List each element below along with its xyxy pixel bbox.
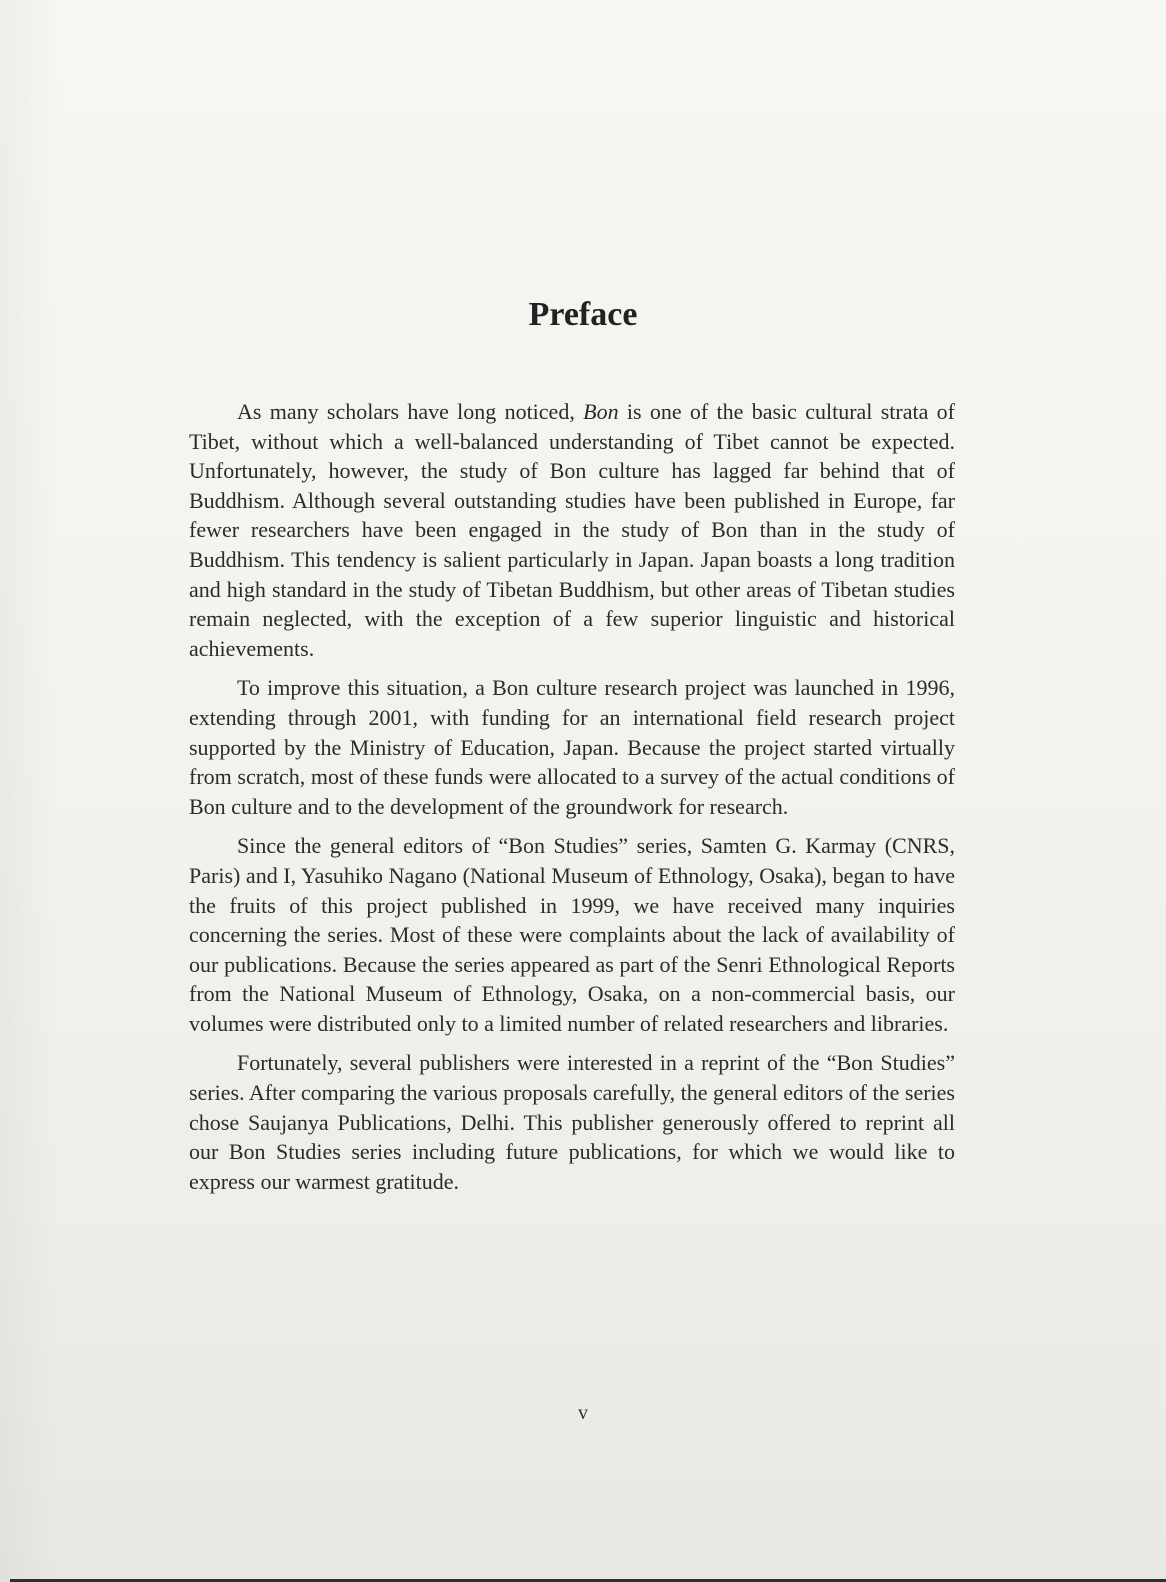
paragraph-1-rest: is one of the basic cultural strata of Tibet, without which a well-balanced understanding of Tibet cannot be expected. Unfortunately, however, the study of Bon culture has lagged far behind that of Buddhism. Although several outstanding studies have been published in Europe, far fewer researchers have been engaged in the study of Bon than in the study of Buddhism. This tendency is salient particularly in Japan. Japan boasts a long tradition and high standard in the study of Tibetan Buddhism, but other areas of Tibetan studies remain neglected, with the exception of a few superior linguistic and historical achievements. [189, 399, 955, 661]
paragraph-4: Fortunately, several publishers were interested in a reprint of the “Bon Studies” series. After comparing the various proposals carefully, the general editors of the series chose Saujanya Publications, Delhi. This publisher generously offered to reprint all our Bon Studies series including future publications, for which we would like to express our warmest gratitude. [189, 1050, 955, 1194]
preface-body [189, 397, 955, 1206]
paragraph-1-start: As many scholars have long noticed, [237, 399, 584, 424]
paragraph-3: Since the general editors of “Bon Studies” series, Samten G. Karmay (CNRS, Paris) and I, Yasuhiko Nagano (National Museum of Ethnology, Osaka), began to have the fruits of this project published in 1999, we have received many inquiries concerning the series. Most of these were complaints about the lack of availability of our publications. Because the series appeared as part of the Senri Ethnological Reports from the National Museum of Ethnology, Osaka, on a non-commercial basis, our volumes were distributed only to a limited number of related researchers and libraries. [189, 833, 955, 1036]
page-number: v [578, 1402, 588, 1424]
page-shadow [0, 0, 60, 1582]
paragraph-2: To improve this situation, a Bon culture research project was launched in 1996, extending through 2001, with funding for an international field research project supported by the Ministry of Education, Japan. Because the project started virtually from scratch, most of these funds were allocated to a survey of the actual conditions of Bon culture and to the development of the groundwork for research. [189, 675, 955, 819]
italic-term-bon: Bon [583, 399, 619, 424]
paragraph-1 [189, 397, 955, 663]
page-title: Preface [528, 296, 638, 333]
